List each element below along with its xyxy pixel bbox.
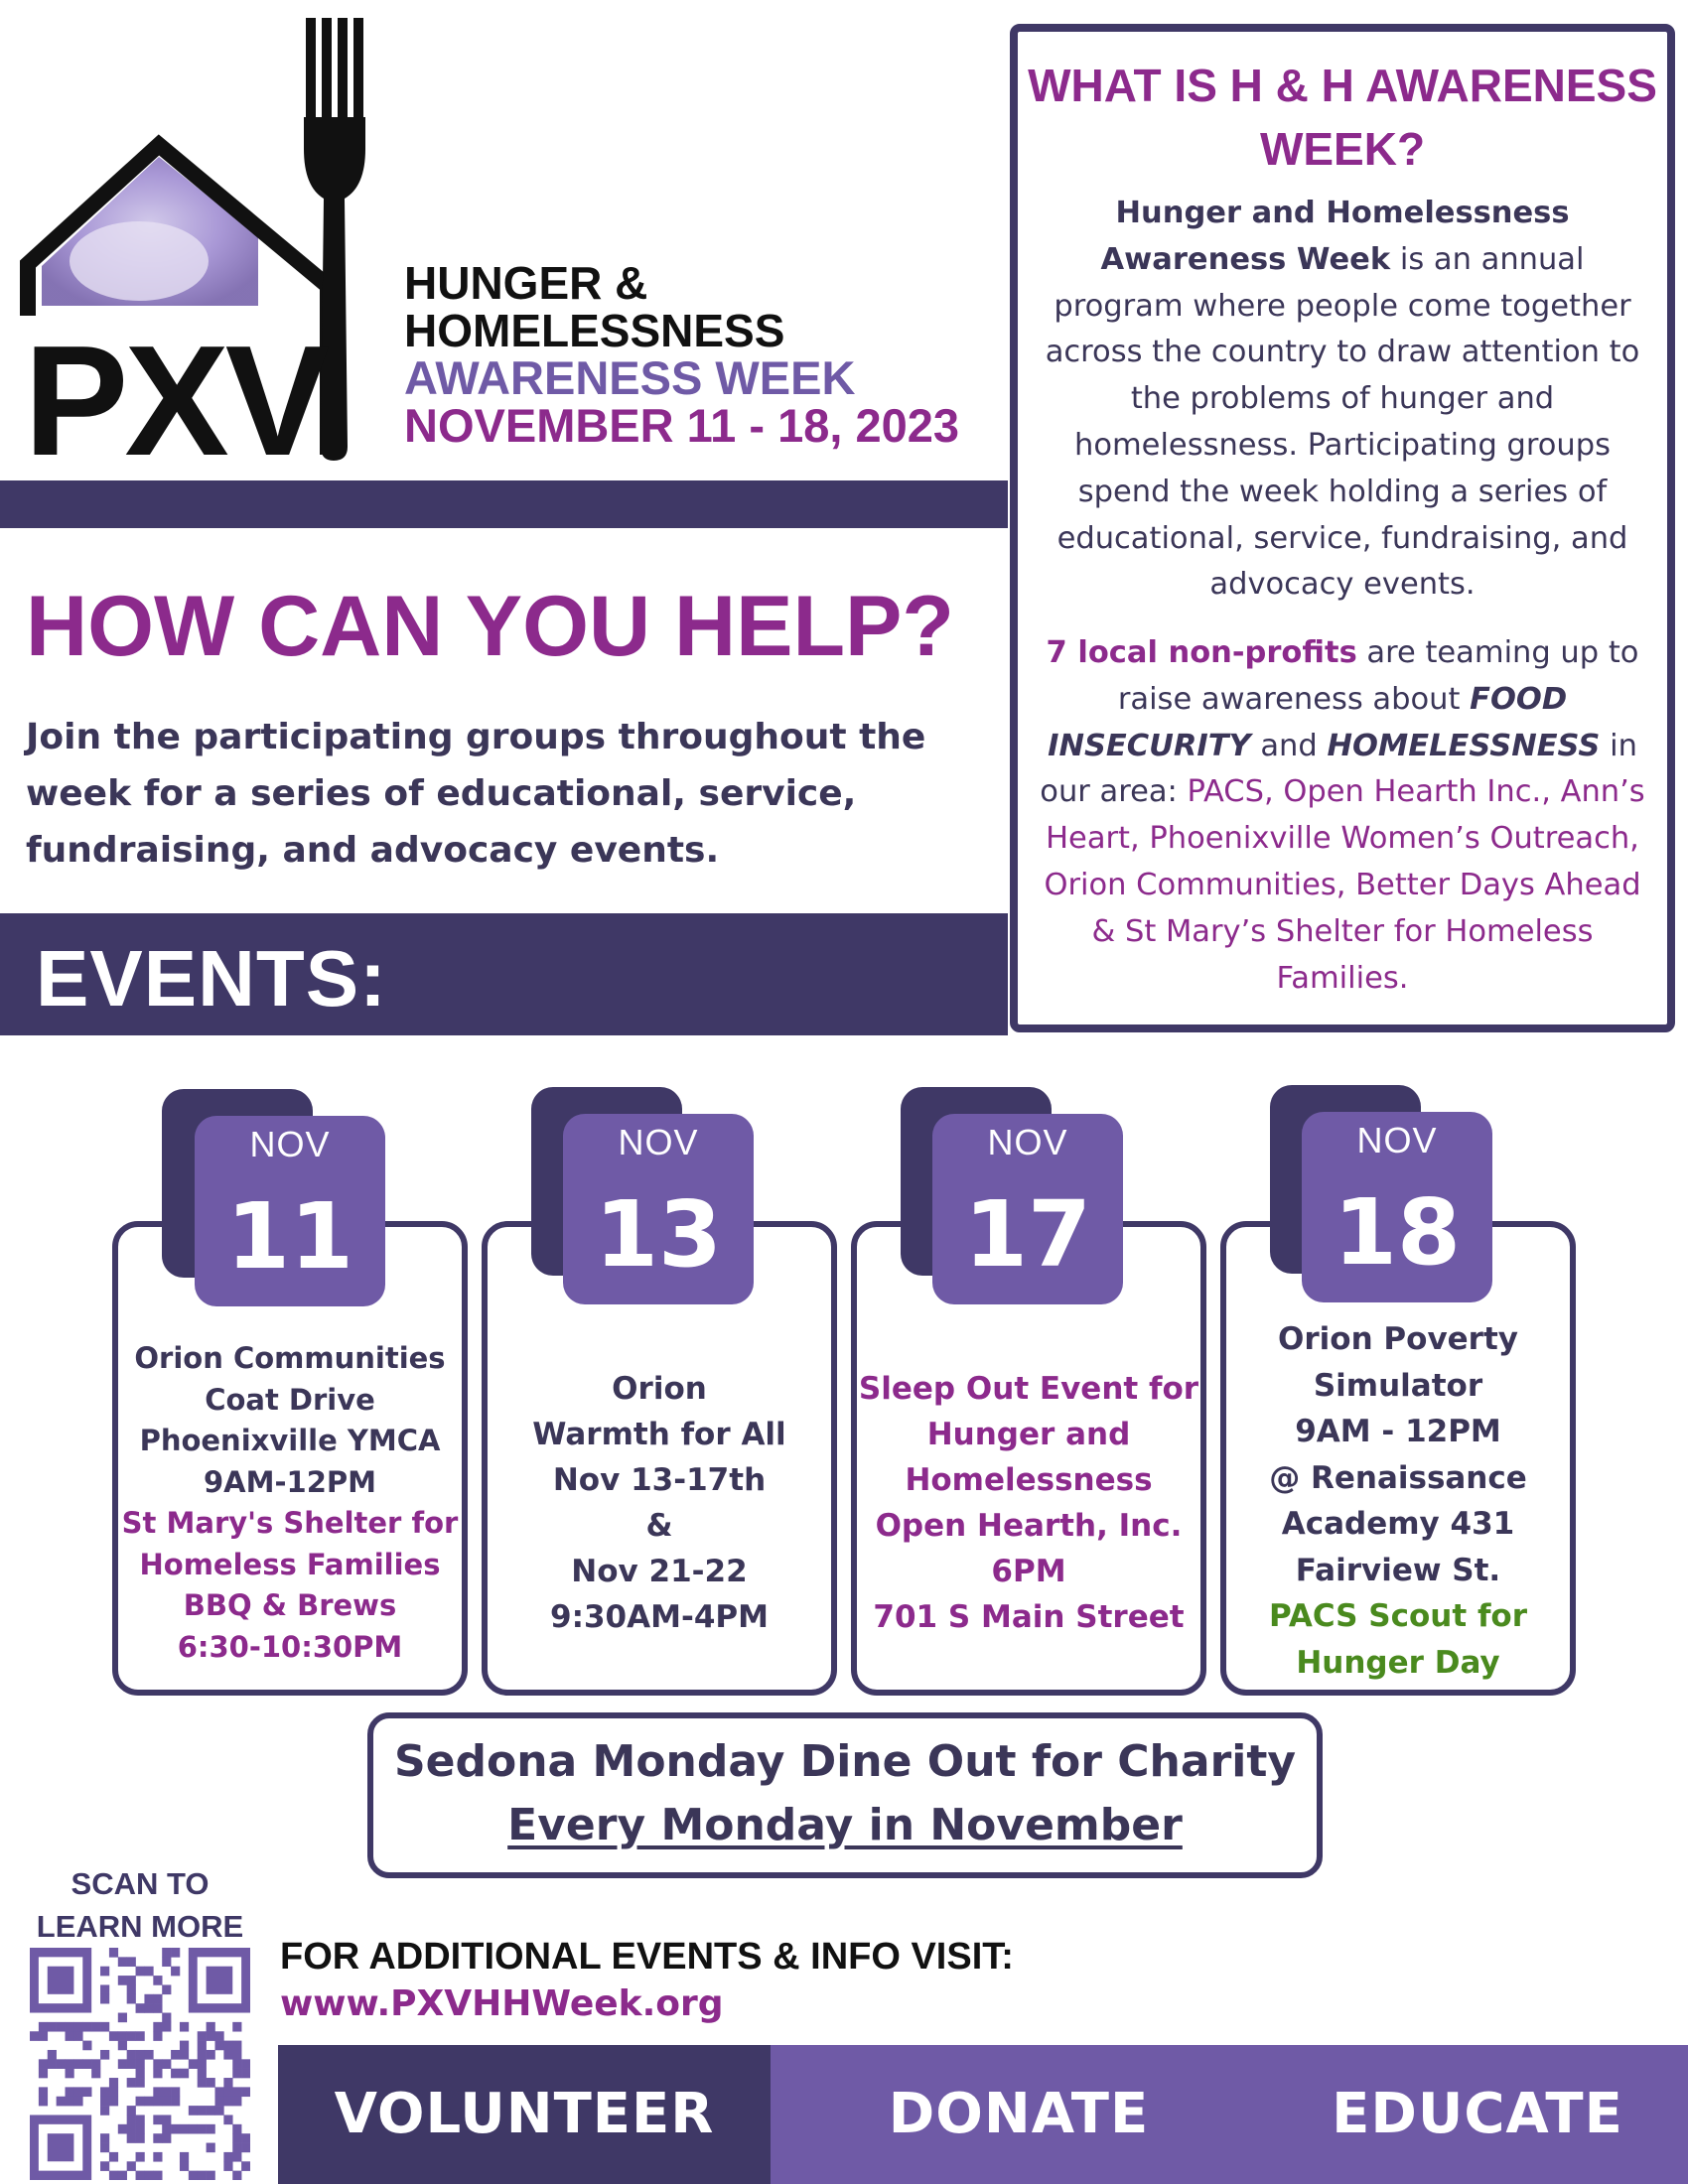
- date-month: NOV: [249, 1124, 331, 1164]
- logo-line-dates: NOVEMBER 11 - 18, 2023: [404, 399, 960, 452]
- event-line: Orion Poverty: [1278, 1321, 1518, 1357]
- event-line: Hunger and: [926, 1417, 1131, 1452]
- event-card-body: [1226, 1316, 1570, 1686]
- event-line: Homelessness: [905, 1462, 1153, 1498]
- date-day: 13: [594, 1181, 723, 1288]
- event-line: Hunger Day: [1296, 1644, 1500, 1681]
- event-line: Open Hearth, Inc.: [875, 1508, 1183, 1544]
- sedona-dine-out-box: [367, 1712, 1323, 1878]
- event-line: Warmth for All: [532, 1417, 786, 1452]
- event-card-body: [118, 1338, 462, 1668]
- info-p2-lead: 7 local non-profits: [1046, 635, 1357, 670]
- event-line: Nov 13-17th: [552, 1462, 767, 1498]
- logo-line-homelessness: HOMELESSNESS: [404, 305, 785, 356]
- event-line: Orion Communities: [134, 1341, 446, 1375]
- event-line: 9AM - 12PM: [1295, 1414, 1501, 1449]
- date-day: 17: [963, 1181, 1092, 1288]
- event-line: Phoenixville YMCA: [139, 1424, 441, 1457]
- event-line: PACS Scout for: [1268, 1598, 1528, 1634]
- qr-code-icon[interactable]: [30, 1948, 250, 2180]
- date-tab-nov-13: [563, 1114, 754, 1304]
- info-p2-orgs: PACS, Open Hearth Inc., Ann’s Heart, Phoenixville Women’s Outreach, Orion Communities, Better Days Ahead & St Mary’s Shelter for Homeless Families.: [1044, 774, 1645, 996]
- event-line: Simulator: [1313, 1367, 1483, 1404]
- event-line: 6PM: [991, 1554, 1066, 1589]
- info-box: [1010, 24, 1675, 1032]
- event-line: Academy 431: [1281, 1506, 1515, 1542]
- info-paragraph-2: [1032, 630, 1653, 1002]
- date-tab-nov-17: [932, 1114, 1123, 1304]
- event-line: Homeless Families: [139, 1547, 441, 1581]
- date-month: NOV: [618, 1122, 699, 1162]
- info-p1-bold: Hunger and Homelessness Awareness Week: [1100, 196, 1570, 277]
- educate-button[interactable]: EDUCATE: [1267, 2045, 1688, 2184]
- date-month: NOV: [1356, 1120, 1438, 1160]
- info-p1-rest: is an annual program where people come together across the country to draw attention to the problems of hunger and homelessness. Participating groups spend the week holding a series of educational, service, fundraising, and advocacy events.: [1045, 241, 1640, 603]
- event-card-body: [857, 1366, 1200, 1640]
- event-line: Coat Drive: [205, 1382, 375, 1417]
- event-line: St Mary's Shelter for: [121, 1506, 459, 1540]
- volunteer-button[interactable]: VOLUNTEER: [278, 2045, 771, 2184]
- scan-label: SCAN TO LEARN MORE: [36, 1866, 244, 1944]
- donate-button[interactable]: DONATE: [771, 2045, 1267, 2184]
- visit-label: FOR ADDITIONAL EVENTS & INFO VISIT:: [280, 1936, 1014, 1978]
- info-paragraph-1: [1032, 191, 1653, 609]
- logo-letters: PXV: [24, 314, 327, 465]
- event-card-body: [488, 1366, 831, 1640]
- event-line: 9:30AM-4PM: [550, 1599, 769, 1635]
- event-line: BBQ & Brews: [183, 1588, 397, 1622]
- help-body: Join the participating groups throughout the week for a series of educational, service, fundraising, and advocacy events.: [26, 717, 926, 871]
- logo-line-awareness-week: AWARENESS WEEK: [404, 351, 856, 404]
- pxv-logo: [20, 18, 402, 465]
- event-line: &: [645, 1508, 673, 1544]
- info-p2-mid2: in our area:: [1040, 728, 1637, 810]
- info-title: WHAT IS H & H AWARENESS WEEK?: [1028, 60, 1657, 175]
- sedona-title: Sedona Monday Dine Out for Charity: [393, 1736, 1297, 1787]
- event-line: @ Renaissance: [1269, 1459, 1527, 1496]
- event-line: 6:30-10:30PM: [177, 1629, 403, 1664]
- events-heading: EVENTS:: [36, 934, 387, 1023]
- info-p2-mid1: are teaming up to raise awareness about: [1117, 635, 1639, 717]
- date-tab-nov-18: [1302, 1112, 1492, 1302]
- sedona-schedule-link[interactable]: Every Monday in November: [507, 1800, 1183, 1850]
- event-line: Orion: [612, 1371, 707, 1407]
- info-p2-home: HOMELESSNESS: [1327, 728, 1601, 763]
- event-line: 9AM-12PM: [204, 1464, 376, 1499]
- top-divider-band: [0, 480, 1008, 528]
- date-tab-nov-11: [195, 1116, 385, 1306]
- event-line: Sleep Out Event for: [858, 1371, 1199, 1407]
- date-day: 11: [225, 1183, 354, 1290]
- date-month: NOV: [987, 1122, 1068, 1162]
- event-line: Fairview St.: [1295, 1552, 1501, 1588]
- help-title: HOW CAN YOU HELP?: [26, 579, 954, 674]
- website-link[interactable]: www.PXVHHWeek.org: [280, 1983, 724, 2024]
- logo-line-hunger: HUNGER &: [404, 257, 648, 309]
- date-day: 18: [1333, 1179, 1462, 1286]
- info-p2-food: FOOD INSECURITY: [1048, 681, 1568, 763]
- info-p2-and: and: [1250, 728, 1328, 763]
- event-line: 701 S Main Street: [873, 1599, 1185, 1635]
- event-line: Nov 21-22: [571, 1554, 748, 1589]
